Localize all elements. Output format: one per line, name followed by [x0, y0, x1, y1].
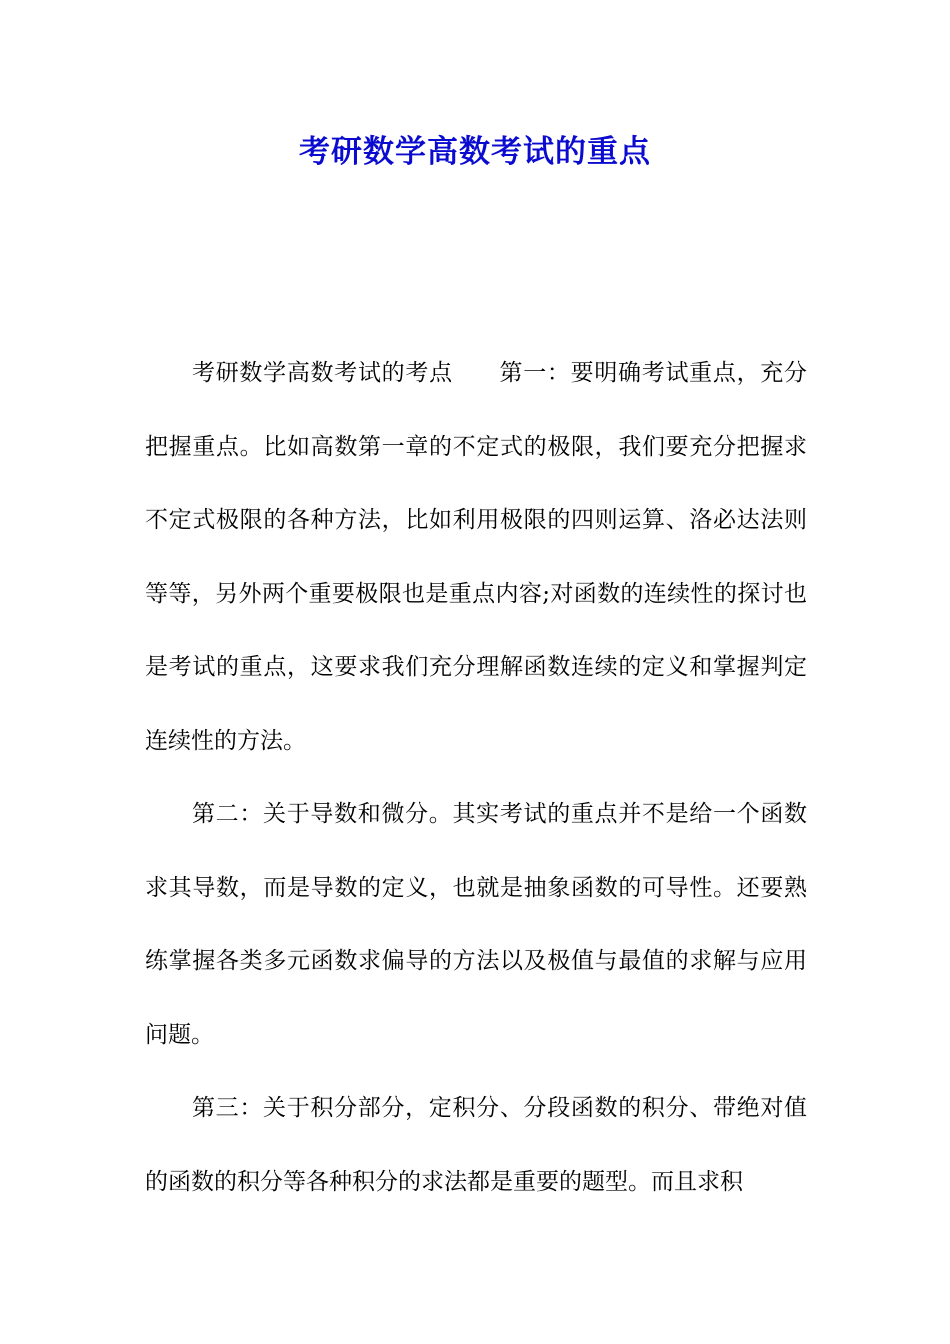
paragraph-1-lead: 考研数学高数考试的考点	[192, 360, 453, 386]
paragraph-3: 第三：关于积分部分，定积分、分段函数的积分、带绝对值的函数的积分等各种积分的求法都是重要的题型。而且求积	[145, 1095, 807, 1195]
paragraph-1-text: 第一：要明确考试重点，充分把握重点。比如高数第一章的不定式的极限，我们要充分把握求不定式极限的各种方法，比如利用极限的四则运算、洛必达法则等等，另外两个重要极限也是重点内容;对函数的连续性的探讨也是考试的重点，这要求我们充分理解函数连续的定义和掌握判定连续性的方法。	[145, 360, 808, 754]
document-title: 考研数学高数考试的重点	[299, 134, 651, 170]
document-body	[145, 337, 807, 1219]
paragraph-1	[145, 337, 807, 778]
paragraph-2: 第二：关于导数和微分。其实考试的重点并不是给一个函数求其导数，而是导数的定义，也就是抽象函数的可导性。还要熟练掌握各类多元函数求偏导的方法以及极值与最值的求解与应用问题。	[145, 801, 807, 1048]
